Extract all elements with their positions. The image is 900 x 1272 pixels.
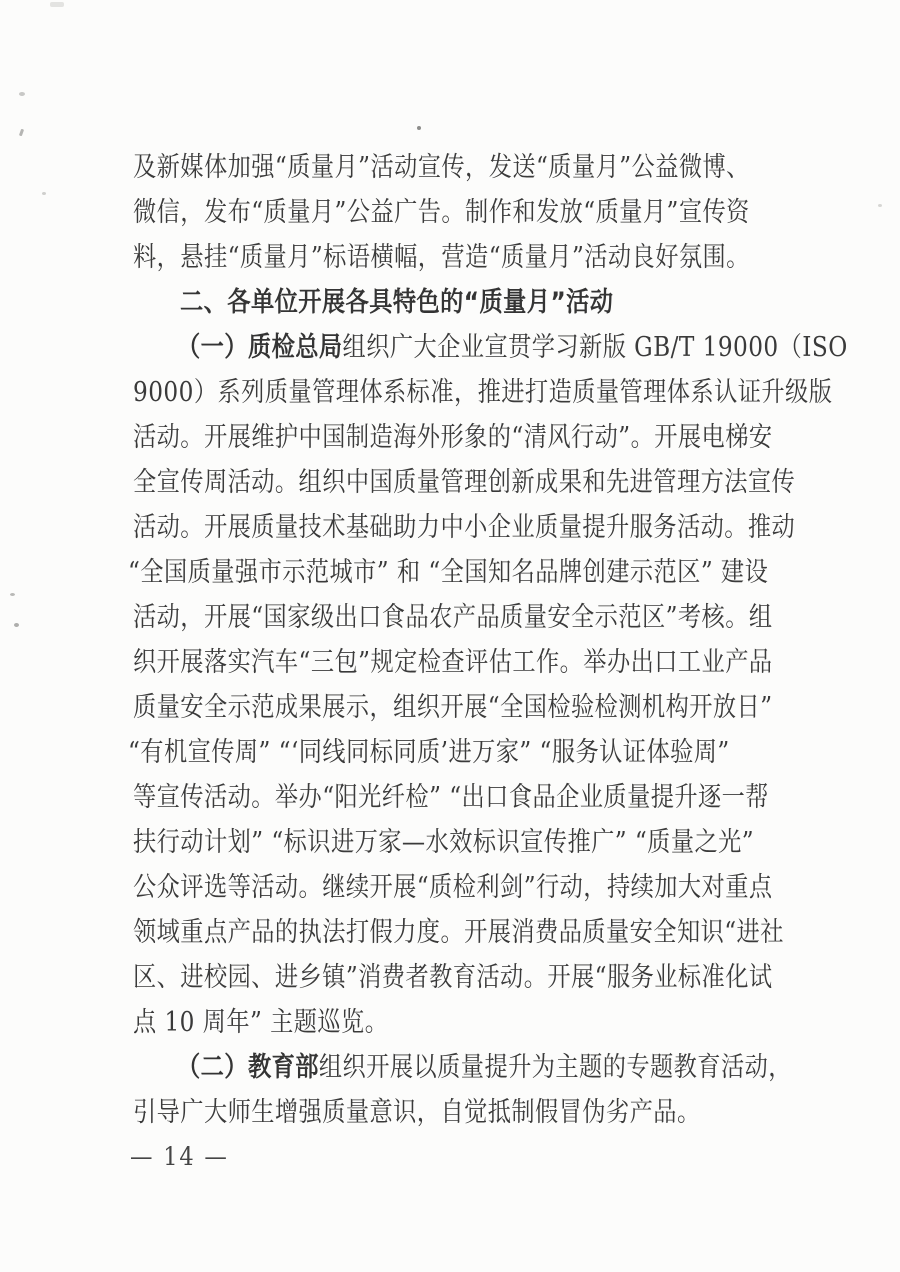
text-line: [177, 330, 848, 366]
text-run: 料，悬挂“质量月”标语横幅，营造“质量月”活动良好氛围。: [133, 242, 750, 273]
text-run: “全国质量强市示范城市” 和 “全国知名品牌创建示范区” 建设: [128, 557, 769, 588]
page-number: — 14 —: [130, 1142, 229, 1171]
text-line: [133, 600, 773, 636]
text-line: [133, 420, 773, 456]
text-run: 活动，开展“国家级出口食品农产品质量安全示范区”考核。组: [133, 602, 773, 633]
text-line: [128, 735, 730, 771]
text-line: [133, 825, 754, 861]
text-run: 扶行动计划” “标识进万家—水效标识宣传推广” “质量之光”: [133, 827, 755, 858]
heading-text: 二、各单位开展各具特色的“质量月”活动: [180, 287, 614, 318]
scan-artifact: [19, 92, 25, 96]
scan-artifact: [50, 2, 64, 7]
text-line: [133, 375, 832, 411]
text-run: “有机宣传周” “‘同线同标同质’进万家” “服务认证体验周”: [128, 737, 730, 768]
text-run: 引导广大师生增强质量意识，自觉抵制假冒伪劣产品。: [133, 1097, 701, 1128]
text-line: [133, 1095, 701, 1131]
scan-artifact: [10, 593, 15, 596]
text-run: 领域重点产品的执法打假力度。开展消费品质量安全知识“进社: [133, 917, 784, 948]
text-line: [133, 870, 773, 906]
bold-run: （一）质检总局: [177, 332, 343, 363]
text-run: 9000）系列质量管理体系标准，推进打造质量管理体系认证升级版: [133, 377, 833, 408]
text-line: [133, 150, 750, 186]
text-line: [133, 465, 795, 501]
text-line: [128, 555, 768, 591]
text-run: 组织开展以质量提升为主题的专题教育活动，: [318, 1052, 792, 1083]
scan-artifact: [19, 129, 24, 137]
text-run: 等宣传活动。举办“阳光纤检” “出口食品企业质量提升逐一帮: [133, 782, 769, 813]
text-line: [133, 240, 750, 276]
text-line: [133, 1005, 388, 1041]
scan-artifact: [417, 126, 421, 130]
scan-artifact: [42, 192, 46, 195]
text-line: [133, 195, 750, 231]
text-run: 微信，发布“质量月”公益广告。制作和发放“质量月”宣传资: [133, 197, 750, 228]
text-line: [133, 645, 773, 681]
text-run: 全宣传周活动。组织中国质量管理创新成果和先进管理方法宣传: [133, 467, 796, 498]
text-run: 质量安全示范成果展示，组织开展“全国检验检测机构开放日”: [133, 692, 773, 723]
text-line: [133, 780, 769, 816]
text-run: 织开展落实汽车“三包”规定检查评估工作。举办出口工业产品: [133, 647, 773, 678]
text-run: 公众评选等活动。继续开展“质检利剑”行动，持续加大对重点: [133, 872, 773, 903]
text-run: 组织广大企业宣贯学习新版 GB/T 19000（ISO: [342, 332, 848, 363]
text-line: [133, 510, 795, 546]
text-line: [177, 1050, 792, 1086]
bold-run: （二）教育部: [177, 1052, 319, 1083]
scan-artifact: [878, 204, 882, 207]
section-heading: [180, 285, 613, 321]
text-line: [133, 960, 773, 996]
text-run: 区、进校园、进乡镇”消费者教育活动。开展“服务业标准化试: [133, 962, 773, 993]
text-line: [133, 690, 773, 726]
text-run: 活动。开展质量技术基础助力中小企业质量提升服务活动。推动: [133, 512, 796, 543]
scan-artifact: [14, 623, 19, 627]
text-run: 及新媒体加强“质量月”活动宣传，发送“质量月”公益微博、: [133, 152, 750, 183]
text-run: 活动。开展维护中国制造海外形象的“清风行动”。开展电梯安: [133, 422, 773, 453]
text-run: 点 10 周年” 主题巡览。: [133, 1007, 389, 1038]
text-line: [133, 915, 784, 951]
